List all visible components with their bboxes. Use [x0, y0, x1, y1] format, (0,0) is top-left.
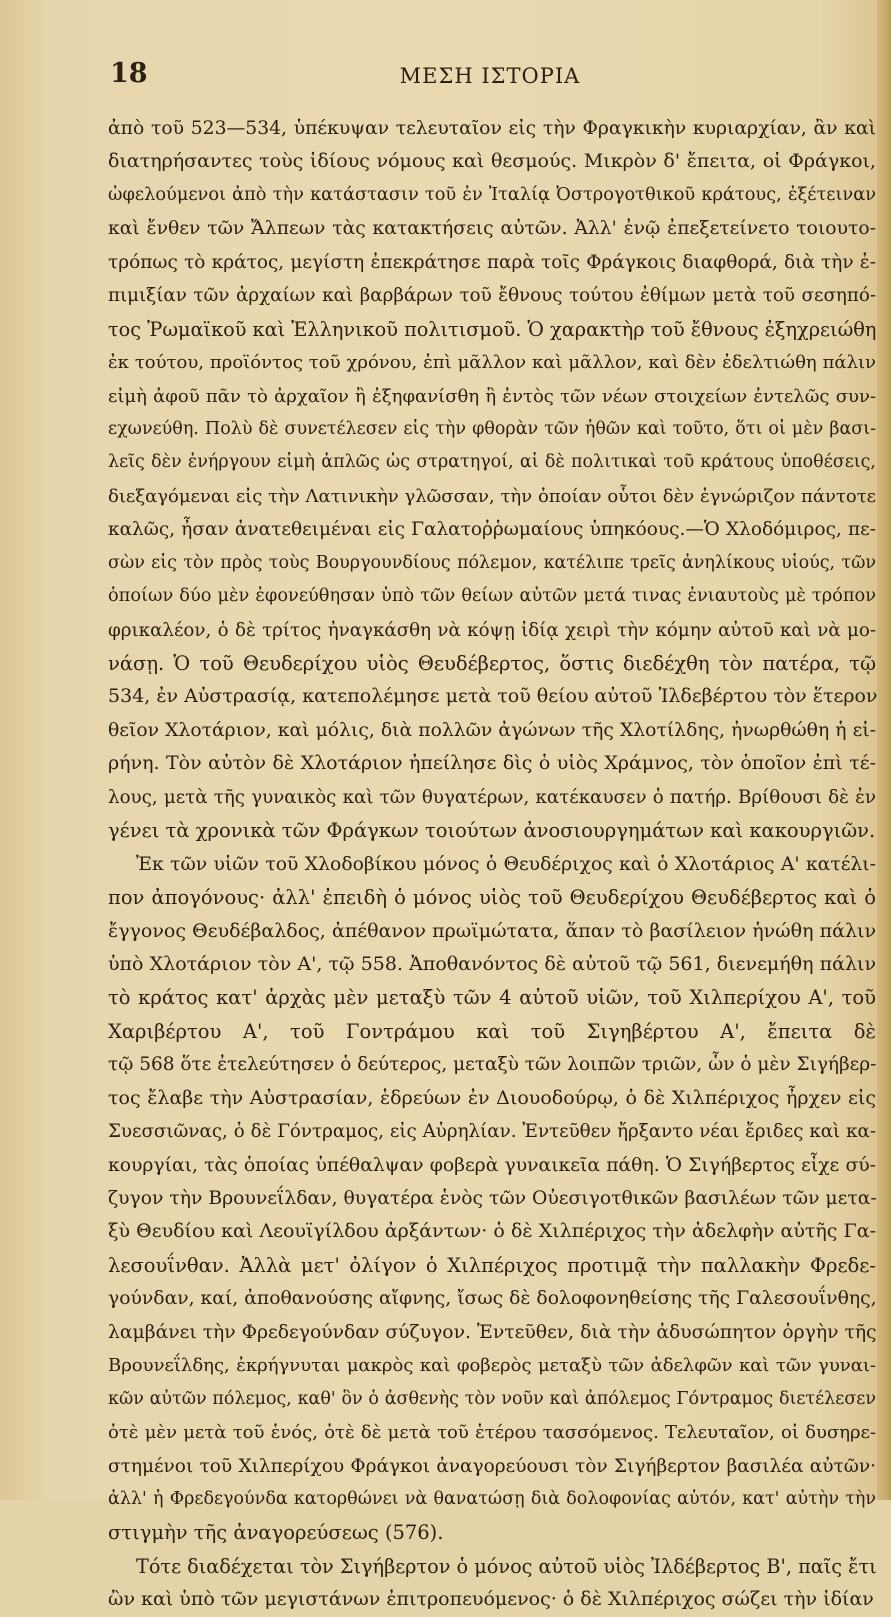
text-line: διατηρήσαντες τοὺς ἰδίους νόμους καὶ θεσμούς. Μικρὸν δ' ἔπειτα, οἱ Φράγκοι, — [108, 150, 876, 173]
text-line: τὸ κράτος κατ' ἀρχὰς μὲν μεταξὺ τῶν 4 αὐτοῦ υἱῶν, τοῦ Χιλπερίχου Α', τοῦ — [108, 986, 876, 1010]
text-line: ὑπὸ Χλοτάριον τὸν Α', τῷ 558. Ἀποθανόντος δὲ αὐτοῦ τῷ 561, διενεμήθη πάλιν — [108, 952, 876, 975]
body-text — [108, 112, 876, 1617]
text-line: πον ἀπογόνους· ἀλλ' ἐπειδὴ ὁ μόνος υἱὸς τοῦ Θευδερίχου Θευδέβερτος καὶ ὁ — [108, 886, 876, 910]
page-edge — [877, 0, 891, 1500]
text-line: τῷ 568 ὅτε ἐτελεύτησεν ὁ δεύτερος, μεταξὺ τῶν λοιπῶν τριῶν, ὧν ὁ μὲν Σιγήβερ- — [108, 1054, 877, 1076]
text-line: ὁποίων δύο μὲν ἐφονεύθησαν ὑπὸ τῶν θείων αὐτῶν μετά τινας ἐνιαυτοὺς μὲ τρόπον — [108, 586, 876, 607]
text-line: σὼν εἰς τὸν πρὸς τοὺς Βουργουνδίους πόλεμον, κατέλιπε τρεῖς ἀνηλίκους υἱούς, τῶν — [108, 552, 876, 573]
text-line: εχωνεύθη. Πολὺ δὲ συνετέλεσεν εἰς τὴν φθορὰν τῶν ἠθῶν καὶ τοῦτο, ὅτι οἱ μὲν βασι- — [108, 418, 876, 439]
text-line: Ἐκ τῶν υἱῶν τοῦ Χλοδοβίκου μόνος ὁ Θευδέριχος καὶ ὁ Χλοτάριος Α' κατέλι- — [136, 853, 876, 875]
text-line: γένει τὰ χρονικὰ τῶν Φράγκων τοιούτων ἀνοσιουργημάτων καὶ κακουργιῶν. — [108, 819, 876, 843]
text-line: λεῖς δὲν ἐνήργουν εἰμὴ ἁπλῶς ὡς στρατηγοί, αἱ δὲ πολιτικαὶ τοῦ κράτους ὑποθέσεις, — [108, 452, 876, 473]
text-line: ἔγγονος Θευδέβαλδος, ἀπέθανον πρωϊμώτατα, ἅπαν τὸ βασίλειον ἡνώθη πάλιν — [108, 919, 876, 942]
text-line: καλῶς, ἦσαν ἀνατεθειμέναι εἰς Γαλατοῤῥωμαίους ὑπηκόους.—Ὁ Χλοδόμιρος, πε- — [108, 519, 876, 541]
text-line: φρικαλέον, ὁ δὲ τρίτος ἠναγκάσθη νὰ κόψῃ ἰδίᾳ χειρὶ τὴν κόμην αὐτοῦ καὶ νὰ μο- — [108, 619, 876, 641]
text-line: στιγμὴν τῆς ἀναγορεύσεως (576). — [108, 1521, 444, 1545]
text-line: ἀλλ' ἡ Φρεδεγούνδα κατορθώνει νὰ θανατώσῃ διὰ δολοφονίας αὐτόν, κατ' αὐτὴν τὴν — [108, 1488, 876, 1509]
page-number: 18 — [110, 58, 148, 89]
text-line: λους, μετὰ τῆς γυναικὸς καὶ τῶν θυγατέρων, κατέκαυσεν ὁ πατήρ. Βρίθουσι δὲ ἐν — [108, 786, 876, 808]
text-line: τρόπως τὸ κράτος, μεγίστη ἐπεκράτησε παρὰ τοῖς Φράγκοις διαφθορά, διὰ τὴν ἐ- — [108, 251, 876, 273]
text-line: ξὺ Θευδίου καὶ Λεουϊγίλδου ἀρξάντων· ὁ δὲ Χιλπέριχος τὴν ἀδελφὴν αὐτῆς Γα- — [108, 1220, 876, 1243]
text-line: κουργίαι, τὰς ὁποίας ὑπέθαλψαν φοβερὰ γυναικεῖα πάθη. Ὁ Σιγήβερτος εἶχε σύ- — [108, 1154, 876, 1176]
text-line: λαμβάνει τὴν Φρεδεγούνδαν σύζυγον. Ἐντεῦθεν, διὰ τὴν ἀδυσώπητον ὀργὴν τῆς — [108, 1321, 877, 1343]
text-line: καὶ ἔνθεν τῶν Ἄλπεων τὰς κατακτήσεις αὐτῶν. Ἀλλ' ἐνῷ ἐπεξετείνετο τοιουτο- — [108, 218, 876, 240]
page-header — [110, 58, 870, 98]
text-line: Τότε διαδέχεται τὸν Σιγήβερτον ὁ μόνος αὐτοῦ υἱὸς Ἰλδέβερτος Β', παῖς ἔτι — [136, 1554, 877, 1578]
text-line: γούνδαν, καί, ἀποθανούσης αἴφνης, ἴσως δὲ δολοφονηθείσης τῆς Γαλεσουΐνθης, — [108, 1288, 877, 1310]
text-line: ὠφελούμενοι ἀπὸ τὴν κατάστασιν τοῦ ἐν Ἰταλίᾳ Ὀστρογοτθικοῦ κράτους, ἐξέτειναν — [108, 184, 876, 205]
text-line: λεσουΐνθαν. Ἀλλὰ μετ' ὀλίγον ὁ Χιλπέριχος προτιμᾷ τὴν παλλακὴν Φρεδε- — [108, 1253, 876, 1277]
text-line: ρήνη. Τὸν αὐτὸν δὲ Χλοτάριον ἠπείλησε δὶς ὁ υἱὸς Χράμνος, τὸν ὁποῖον ἐπὶ τέ- — [108, 752, 876, 775]
text-line: Βρουνεΐλδης, ἐκρήγνυται μακρὸς καὶ φοβερὸς μεταξὺ τῶν ἀδελφῶν καὶ τῶν γυναι- — [108, 1355, 876, 1377]
text-line: 534, ἐν Αὐστρασίᾳ, κατεπολέμησε μετὰ τοῦ θείου αὐτοῦ Ἰλδεβέρτου τὸν ἕτερον — [108, 685, 878, 708]
text-line: ἀπὸ τοῦ 523—534, ὑπέκυψαν τελευταῖον εἰς τὴν Φραγκικὴν κυριαρχίαν, ἂν καὶ — [108, 118, 876, 139]
text-line: στημένοι τοῦ Χιλπερίχου Φράγκοι ἀναγορεύουσι τὸν Σιγήβερτον βασιλέα αὐτῶν· — [108, 1455, 876, 1477]
text-line: τος ἔλαβε τὴν Αὐστρασίαν, ἑδρεύων ἐν Διουοδούρῳ, ὁ δὲ Χιλπέριχος ἦρχεν εἰς — [108, 1086, 876, 1109]
text-line: πιμιξίαν τῶν ἀρχαίων καὶ βαρβάρων τοῦ ἔθνους τούτου ἐθίμων μετὰ τοῦ σεσηπό- — [108, 285, 876, 307]
running-title: ΜΕΣΗ ΙΣΤΟΡΙΑ — [399, 64, 581, 88]
text-line: Χαριβέρτου Α', τοῦ Γοντράμου καὶ τοῦ Σιγηβέρτου Α', ἔπειτα δὲ — [108, 1019, 876, 1043]
text-line: τος Ῥωμαϊκοῦ καὶ Ἑλληνικοῦ πολιτισμοῦ. Ὁ χαρακτὴρ τοῦ ἔθνους ἐξηχρειώθη — [108, 317, 877, 341]
text-line: ὢν καὶ ὑπὸ τῶν μεγιστάνων ἐπιτροπευόμενος· ὁ δὲ Χιλπέριχος σώζει τὴν ἰδίαν — [108, 1588, 874, 1611]
text-line: διεξαγόμεναι εἰς τὴν Λατινικὴν γλῶσσαν, τὴν ὁποίαν οὗτοι δὲν ἐγνώριζον πάντοτε — [108, 485, 876, 507]
text-line: ζυγον τὴν Βρουνεΐλδαν, θυγατέρα ἑνὸς τῶν Οὐεσιγοτθικῶν βασιλέων τῶν μετα- — [108, 1188, 877, 1209]
text-line: ὁτὲ μὲν μετὰ τοῦ ἑνός, ὁτὲ δὲ μετὰ τοῦ ἑτέρου τασσόμενος. Τελευταῖον, οἱ δυσηρε- — [108, 1422, 876, 1444]
text-line: νάσῃ. Ὁ τοῦ Θευδερίχου υἱὸς Θευδέβερτος, ὅστις διεδέχθη τὸν πατέρα, τῷ — [108, 652, 876, 675]
text-line: θεῖον Χλοτάριον, καὶ μόλις, διὰ πολλῶν ἀγώνων τῆς Χλοτίλδης, ἠνωρθώθη ἡ εἰ- — [108, 719, 876, 741]
text-line: εἰμὴ ἀφοῦ πᾶν τὸ ἀρχαῖον ἢ ἐξηφανίσθη ἢ ἐντὸς τῶν νέων στοιχείων ἐντελῶς συν- — [108, 385, 876, 407]
text-line: ἐκ τούτου, προϊόντος τοῦ χρόνου, ἐπὶ μᾶλλον καὶ μᾶλλον, καὶ δὲν ἐδελτιώθη πάλιν — [108, 352, 876, 374]
text-line: κῶν αὐτῶν πόλεμος, καθ' ὃν ὁ ἀσθενὴς τὸν νοῦν καὶ ἀπόλεμος Γόντραμος διετέλεσεν — [108, 1388, 876, 1409]
text-line: Συεσσιῶνας, ὁ δὲ Γόντραμος, εἰς Αὐρηλίαν. Ἐντεῦθεν ἤρξαντο νέαι ἔριδες καὶ κα- — [108, 1121, 876, 1143]
